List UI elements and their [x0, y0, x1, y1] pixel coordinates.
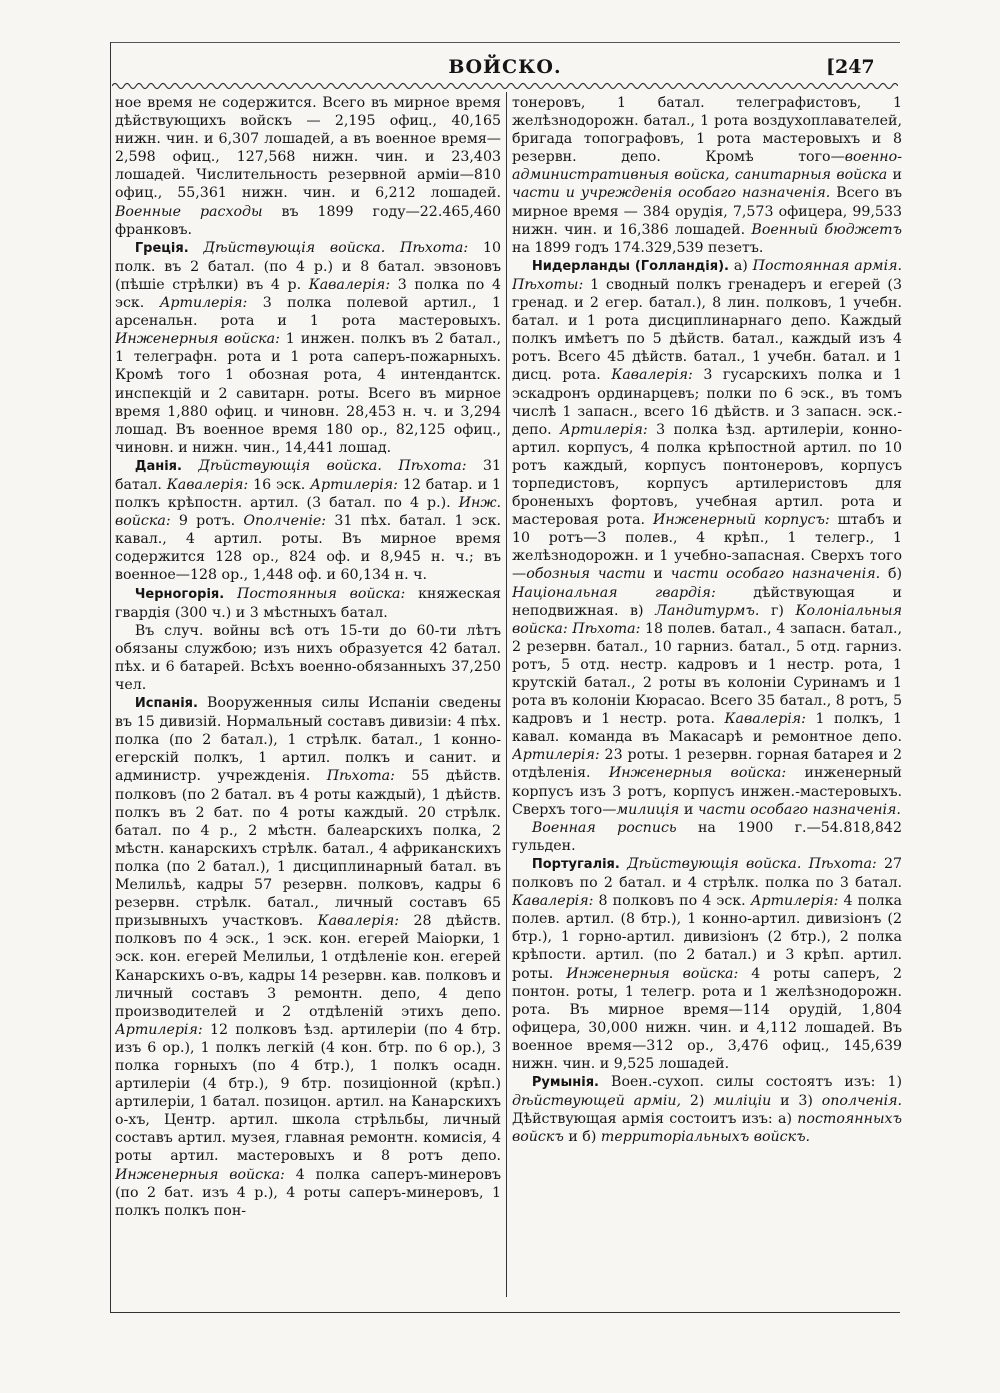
italic-text: Пѣхота:: [326, 768, 395, 785]
text: 1 инжен. полкъ въ 2 батал., 1 телеграфн. рота и 1 рота саперъ-пожарныхъ. Кромѣ того 1 обозная рота, 4 интендантск. инспекцій и 2 савитарн. роты. Всего въ мирное время 1,880 офиц. и чиновн. 28,453 н. ч. и 3,294 лошад. Въ военное время 180 ор., 82,125 офиц., чиновн. и нижн. чин., 14,441 лошад.: [115, 331, 501, 456]
italic-text: Ополченіе:: [243, 513, 327, 530]
italic-text: обозныя части: [526, 566, 646, 583]
text: 18 полев. батал., 4 запасн. батал., 2 резервн. батал., 10 гарниз. батал., 5 отд. гарниз. ротъ, 5 отд. нестр. кадровъ и 1 нестр. рота, 1 крутскій батал., 2 роты въ колоніи Суринамъ и 1 рота въ колоніи Кюрасао. Всего 35 батал., 8 ротъ, 5 кадровъ и 1 нестр. рота.: [512, 620, 902, 728]
text: и 3): [780, 1093, 813, 1110]
italic-text: Военные расходы: [115, 203, 263, 220]
italic-text: милиція: [616, 801, 680, 818]
italic-text: Кавалерія:: [611, 367, 693, 384]
text: Всего въ мирное время — 384 орудія, 7,573 офицера, 99,533 нижн. чин. и 16,386 лошадей.: [512, 185, 902, 238]
country-heading: Черногорія.: [134, 586, 225, 602]
country-heading: Греція.: [134, 240, 189, 256]
paragraph-continuation: [115, 94, 501, 239]
italic-text: Постоянныя войска:: [236, 585, 406, 602]
italic-text: Кавалерія:: [166, 476, 249, 493]
text: 3 полка полевой артил., 1 арсенальн. рота и 1 рота мастеровыхъ.: [115, 295, 501, 330]
text: Дѣйствующая армія состоитъ изъ: а): [512, 1111, 792, 1128]
country-heading: Испанія.: [134, 696, 198, 712]
italic-text: части и учрежденія особаго назначенія.: [512, 185, 831, 202]
country-heading: Данія.: [134, 458, 182, 474]
italic-text: Артилерія:: [115, 1021, 203, 1038]
text: на 1899 годъ 174.329,539 пезетъ.: [512, 239, 764, 256]
text: 8 полковъ по 4 эск.: [598, 893, 746, 910]
page-number: [247: [826, 56, 875, 78]
text: дѣйствующая и неподвижная. в): [512, 584, 902, 619]
italic-text: Кавалерія:: [512, 893, 594, 910]
italic-text: ополченія.: [821, 1093, 902, 1110]
italic-text: Инженерныя войска:: [566, 965, 739, 982]
text: Воен.-сухоп. силы состоятъ изъ: 1): [611, 1074, 902, 1091]
text: г): [770, 602, 784, 619]
text: 4 роты саперъ, 2 понтон. роты, 1 телегр. рота и 1 желѣзнодорожн. рота. Въ мирное время—114 орудій, 1,804 офицера, 30,000 нижн. чин. и 4,112 лошадей. Въ военное время—312 ор., 3,476 офиц., 145,639 нижн. чин. и 9,525 лошадей.: [512, 965, 902, 1072]
text: б): [887, 566, 902, 583]
text: 9 ротъ.: [178, 513, 236, 530]
italic-text: Дѣйствующія войска. Пѣхота:: [627, 855, 877, 872]
italic-text: миліціи: [713, 1093, 772, 1110]
column-divider: [506, 92, 507, 1297]
text: и: [892, 167, 902, 184]
text: 3 полка по 4 эск.: [115, 276, 501, 312]
italic-text: Постоянная армія. Пѣхоты:: [512, 257, 902, 293]
text: тонеровъ, 1 батал. телеграфистовъ, 1 желѣзнодорожн. батал., 1 рота воздухоплавателей, бригада топографовъ, 1 рота мастеровыхъ и 8 резервн. депо. Кромѣ того—: [512, 95, 902, 166]
italic-text: Артилерія:: [560, 421, 648, 438]
country-heading: Португалія.: [531, 856, 620, 872]
italic-text: Инженерный корпусъ:: [652, 512, 830, 529]
text: 4 полка полев. артил. (8 бтр.), 1 конно-артил. дивизіонъ (2 бтр.), 1 горно-артил. дивизіонъ (2 бтр.), 2 полка крѣпости. артил. (по 2 батал.) и 3 крѣп. артил. роты.: [512, 893, 902, 982]
text: 31 батал.: [115, 457, 501, 493]
italic-text: военно-административныя войска, санитарныя войска: [512, 149, 902, 184]
top-rule: [110, 42, 900, 43]
text: штабъ и 10 ротъ—3 полев., 4 крѣп., 1 телегр., 1 желѣзнодорожн. и 1 учебно-запасная. Сверхъ того—: [512, 512, 902, 583]
text: 4 полка саперъ-минеровъ (по 2 бат. изъ 4 р.), 4 роты саперъ-минеровъ, 1 полкъ полкъ пон-: [115, 1166, 501, 1219]
italic-text: Военная роспись: [531, 819, 677, 836]
text: 55 дѣйств. полковъ (по 2 батал. въ 4 роты каждый), 1 дѣйств. полкъ въ 2 бат. по 4 роты каждый. 20 стрѣлк. батал. по 4 р., 2 мѣстн. балеарскихъ полка, 2 мѣстн. канарскихъ стрѣлк. батал., 4 африканскихъ полка (по 2 батал.), 1 дисциплинарный батал. въ Мелильѣ, кадры 57 резервн. полковъ, кадры 6 резервн. стрѣлк. батал., личный составъ 65 призывныхъ участковъ.: [115, 768, 501, 930]
italic-text: Военный бюджетъ: [751, 221, 902, 238]
italic-text: Кавалерія:: [308, 276, 391, 293]
italic-text: дѣйствующей арміи,: [512, 1093, 682, 1110]
text: въ 1899 году—22.465,460 франковъ.: [115, 203, 501, 238]
text: 28 дѣйств. полковъ по 4 эск., 1 эск. кон. егерей Маіорки, 1 эск. кон. егерей Мелильи, 1 отдѣленіе кон. егерей Канарскихъ о-въ, кадры 14 резервн. кав. полковъ и личный составъ 3 ремонтн. депо, 4 депо производителей и 2 отдѣленій этихъ депо.: [115, 913, 501, 1020]
text: 10 полк. въ 2 батал. (по 4 р.) и 8 батал. эвзоновъ (пѣшіе стрѣлки) въ 4 р.: [115, 239, 501, 293]
paragraph-continuation: [512, 94, 902, 257]
italic-text: Инженерныя войска:: [115, 331, 280, 348]
text: инженерный корпусъ изъ 3 ротъ, корпусъ инжен.-мастеровыхъ. Сверхъ того—: [512, 765, 902, 818]
country-heading: Румынія.: [531, 1075, 599, 1091]
text: 3 гусарскихъ полка и 1 эскадронъ ординарцевъ; полки по 6 эск., въ томъ числѣ 1 запасн., всего 16 дѣйств. и 3 запасн. эск.-депо.: [512, 367, 902, 438]
entry-denmark: [115, 457, 501, 585]
text: 1 полкъ, 1 кавал. команда въ Макасарѣ и ремонтное депо.: [512, 711, 902, 746]
italic-text: Колоніальныя войска: Пѣхота:: [512, 602, 902, 637]
italic-text: части особаго назначенія.: [697, 801, 901, 818]
text: 23 роты. 1 резервн. горная батарея и 2 отдѣленія.: [512, 747, 902, 782]
entry-romania: [512, 1073, 902, 1146]
text: 1 сводный полкъ гренадеръ и егерей (3 гренад. и 2 егер. батал.), 8 лин. полковъ, 1 учебн. батал. и 1 рота дисциплинарнаго депо. Каждый полкъ имѣетъ по 5 дѣйств. батал., каждый изъ 4 ротъ. Всего 45 дѣйств. батал., 1 учебн. батал. и 1 дисц. рота.: [512, 276, 902, 384]
text: 3 полка ѣзд. артилеріи, конно-артил. корпусъ, 4 полка крѣпостной артил. по 10 ротъ каждый, корпусъ понтонеровъ, корпусъ торпедистовъ, корпусъ артилеристовъ для броненыхъ фортовъ, учебная артил. рота и мастеровая рота.: [512, 421, 902, 529]
paragraph: [512, 819, 902, 855]
italic-text: Ландитурмъ.: [655, 602, 760, 619]
text: 12 полковъ ѣзд. артилеріи (по 4 бтр. изъ 6 ор.), 1 полкъ легкій (4 кон. бтр. по 6 ор.), 3 полка горныхъ (по 4 бтр.), 1 полкъ осадн. артилеріи (4 бтр.), 9 бтр. позиціонной (крѣп.) артилеріи, 1 батал. позицон. артил. на Канарскихъ о-хъ, Центр. артил. школа стрѣльбы, личный составъ артил. музея, главная ремонтн. комисія, 4 роты артил. мастеровыхъ и 8 ротъ депо.: [115, 1021, 501, 1165]
entry-spain: [115, 694, 501, 1220]
left-column: [115, 94, 501, 1304]
italic-text: Инженерныя войска:: [608, 765, 787, 782]
text: 16 эск.: [253, 476, 306, 493]
entry-portugal: [512, 855, 902, 1073]
text: ное время не содержится. Всего въ мирное время дѣйствующихъ войскъ — 2,195 офиц., 40,165 нижн. чин. и 6,307 лошадей, а въ военное время—2,598 офиц., 127,568 нижн. чин. и 23,403 лошадей. Числительность резервной арміи—810 офиц., 55,361 нижн. чин. и 6,212 лошадей.: [115, 95, 501, 202]
italic-text: Артилерія:: [159, 295, 248, 312]
italic-text: Инженерныя войска:: [115, 1166, 285, 1183]
entry-montenegro: [115, 585, 501, 622]
header-wavy-rule: [112, 80, 898, 92]
text: 27 полковъ по 2 батал. и 4 стрѣлк. полка по 3 батал.: [512, 855, 902, 892]
right-column: [512, 94, 902, 1299]
text: Вооруженныя силы Испаніи сведены въ 15 дивизій. Нормальный составъ дивизіи: 4 пѣх. полка (по 2 батал.), 1 стрѣлк. батал., 1 конно-егерскій полкъ, 1 артил. полкъ и санит. и администр. учрежденія.: [115, 695, 501, 785]
italic-text: Артилерія:: [310, 476, 398, 493]
italic-text: Кавалерія:: [724, 711, 806, 728]
page-title: ВОЙСКО.: [448, 56, 562, 78]
italic-text: Дѣйствующія войска. Пѣхота:: [203, 239, 469, 256]
text: и: [653, 566, 663, 583]
text: и: [683, 801, 694, 818]
country-heading: Нидерланды (Голландія).: [531, 258, 729, 274]
italic-text: Дѣйствующія войска. Пѣхота:: [198, 457, 467, 474]
italic-text: Артилерія:: [512, 747, 600, 764]
text: и б): [568, 1129, 597, 1146]
text: княжеская гвардія (300 ч.) и 3 мѣстныхъ батал.: [115, 585, 501, 621]
paragraph: Въ случ. войны всѣ отъ 15-ти до 60-ти лѣтъ обязаны службою; изъ нихъ образуется 42 батал. пѣх. и 6 батарей. Всѣхъ военно-обязанныхъ 37,250 чел.: [115, 622, 501, 693]
italic-text: части особаго назначенія.: [670, 566, 881, 583]
italic-text: Кавалерія:: [317, 913, 399, 930]
text: а): [733, 257, 748, 274]
entry-netherlands: [512, 257, 902, 819]
italic-text: Инж. войска:: [115, 495, 501, 530]
text: на 1900 г.—54.818,842 гульден.: [512, 819, 902, 854]
text: 12 батар. и 1 полкъ крѣпостн. артил. (3 батал. по 4 р.).: [115, 476, 501, 512]
text: 31 пѣх. батал. 1 эск. кавал., 4 артил. роты. Въ мирное время содержится 128 ор., 824 оф. и 8,945 н. ч.; въ военное—128 ор., 1,448 оф. и 60,134 н. ч.: [115, 513, 501, 584]
left-margin-rule: [110, 42, 111, 1312]
entry-greece: [115, 239, 501, 457]
italic-text: постоянныхъ войскъ: [512, 1111, 902, 1146]
italic-text: Національная гвардія:: [512, 584, 716, 601]
bottom-rule: [110, 1312, 900, 1313]
italic-text: Артилерія:: [750, 893, 839, 910]
text: 2): [689, 1093, 705, 1110]
italic-text: территоріальныхъ войскъ.: [600, 1129, 811, 1146]
